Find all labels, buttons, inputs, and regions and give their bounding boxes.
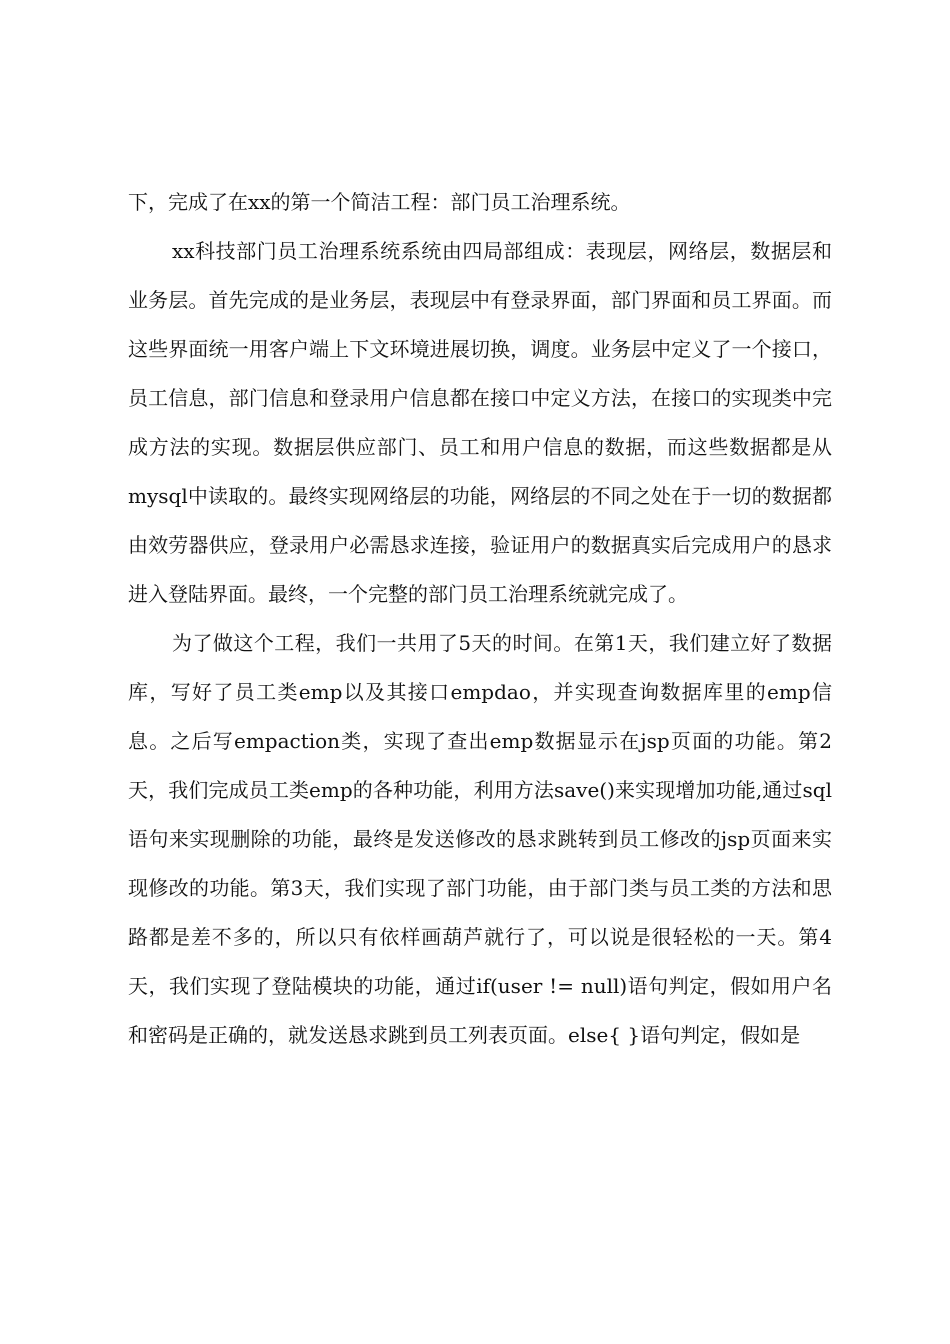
paragraph-3: 为了做这个工程，我们一共用了5天的时间。在第1天，我们建立好了数据库，写好了员工类emp以及其接口empdao，并实现查询数据库里的emp信息。之后写empaction类，实现了查出emp数据显示在jsp页面的功能。第2天，我们完成员工类emp的各种功能，利用方法save()来实现增加功能,通过sql语句来实现删除的功能，最终是发送修改的恳求跳转到员工修改的jsp页面来实现修改的功能。第3天，我们实现了部门功能，由于部门类与员工类的方法和思路都是差不多的，所以只有依样画葫芦就行了，可以说是很轻松的一天。第4天，我们实现了登陆模块的功能，通过if(user != null)语句判定，假如用户名和密码是正确的，就发送恳求跳到员工列表页面。else{ }语句判定，假如是 xyxy=(128,631,832,1047)
paragraph-2: xx科技部门员工治理系统系统由四局部组成：表现层，网络层，数据层和业务层。首先完成的是业务层，表现层中有登录界面，部门界面和员工界面。而这些界面统一用客户端上下文环境进展切换，调度。业务层中定义了一个接口，员工信息，部门信息和登录用户信息都在接口中定义方法，在接口的实现类中完成方法的实现。数据层供应部门、员工和用户信息的数据，而这些数据都是从mysql中读取的。最终实现网络层的功能，网络层的不同之处在于一切的数据都由效劳器供应，登录用户必需恳求连接，验证用户的数据真实后完成用户的恳求进入登陆界面。最终，一个完整的部门员工治理系统就完成了。 xyxy=(128,239,832,606)
document-body xyxy=(128,178,832,1060)
paragraph-1: 下，完成了在xx的第一个简洁工程：部门员工治理系统。 xyxy=(128,190,631,214)
